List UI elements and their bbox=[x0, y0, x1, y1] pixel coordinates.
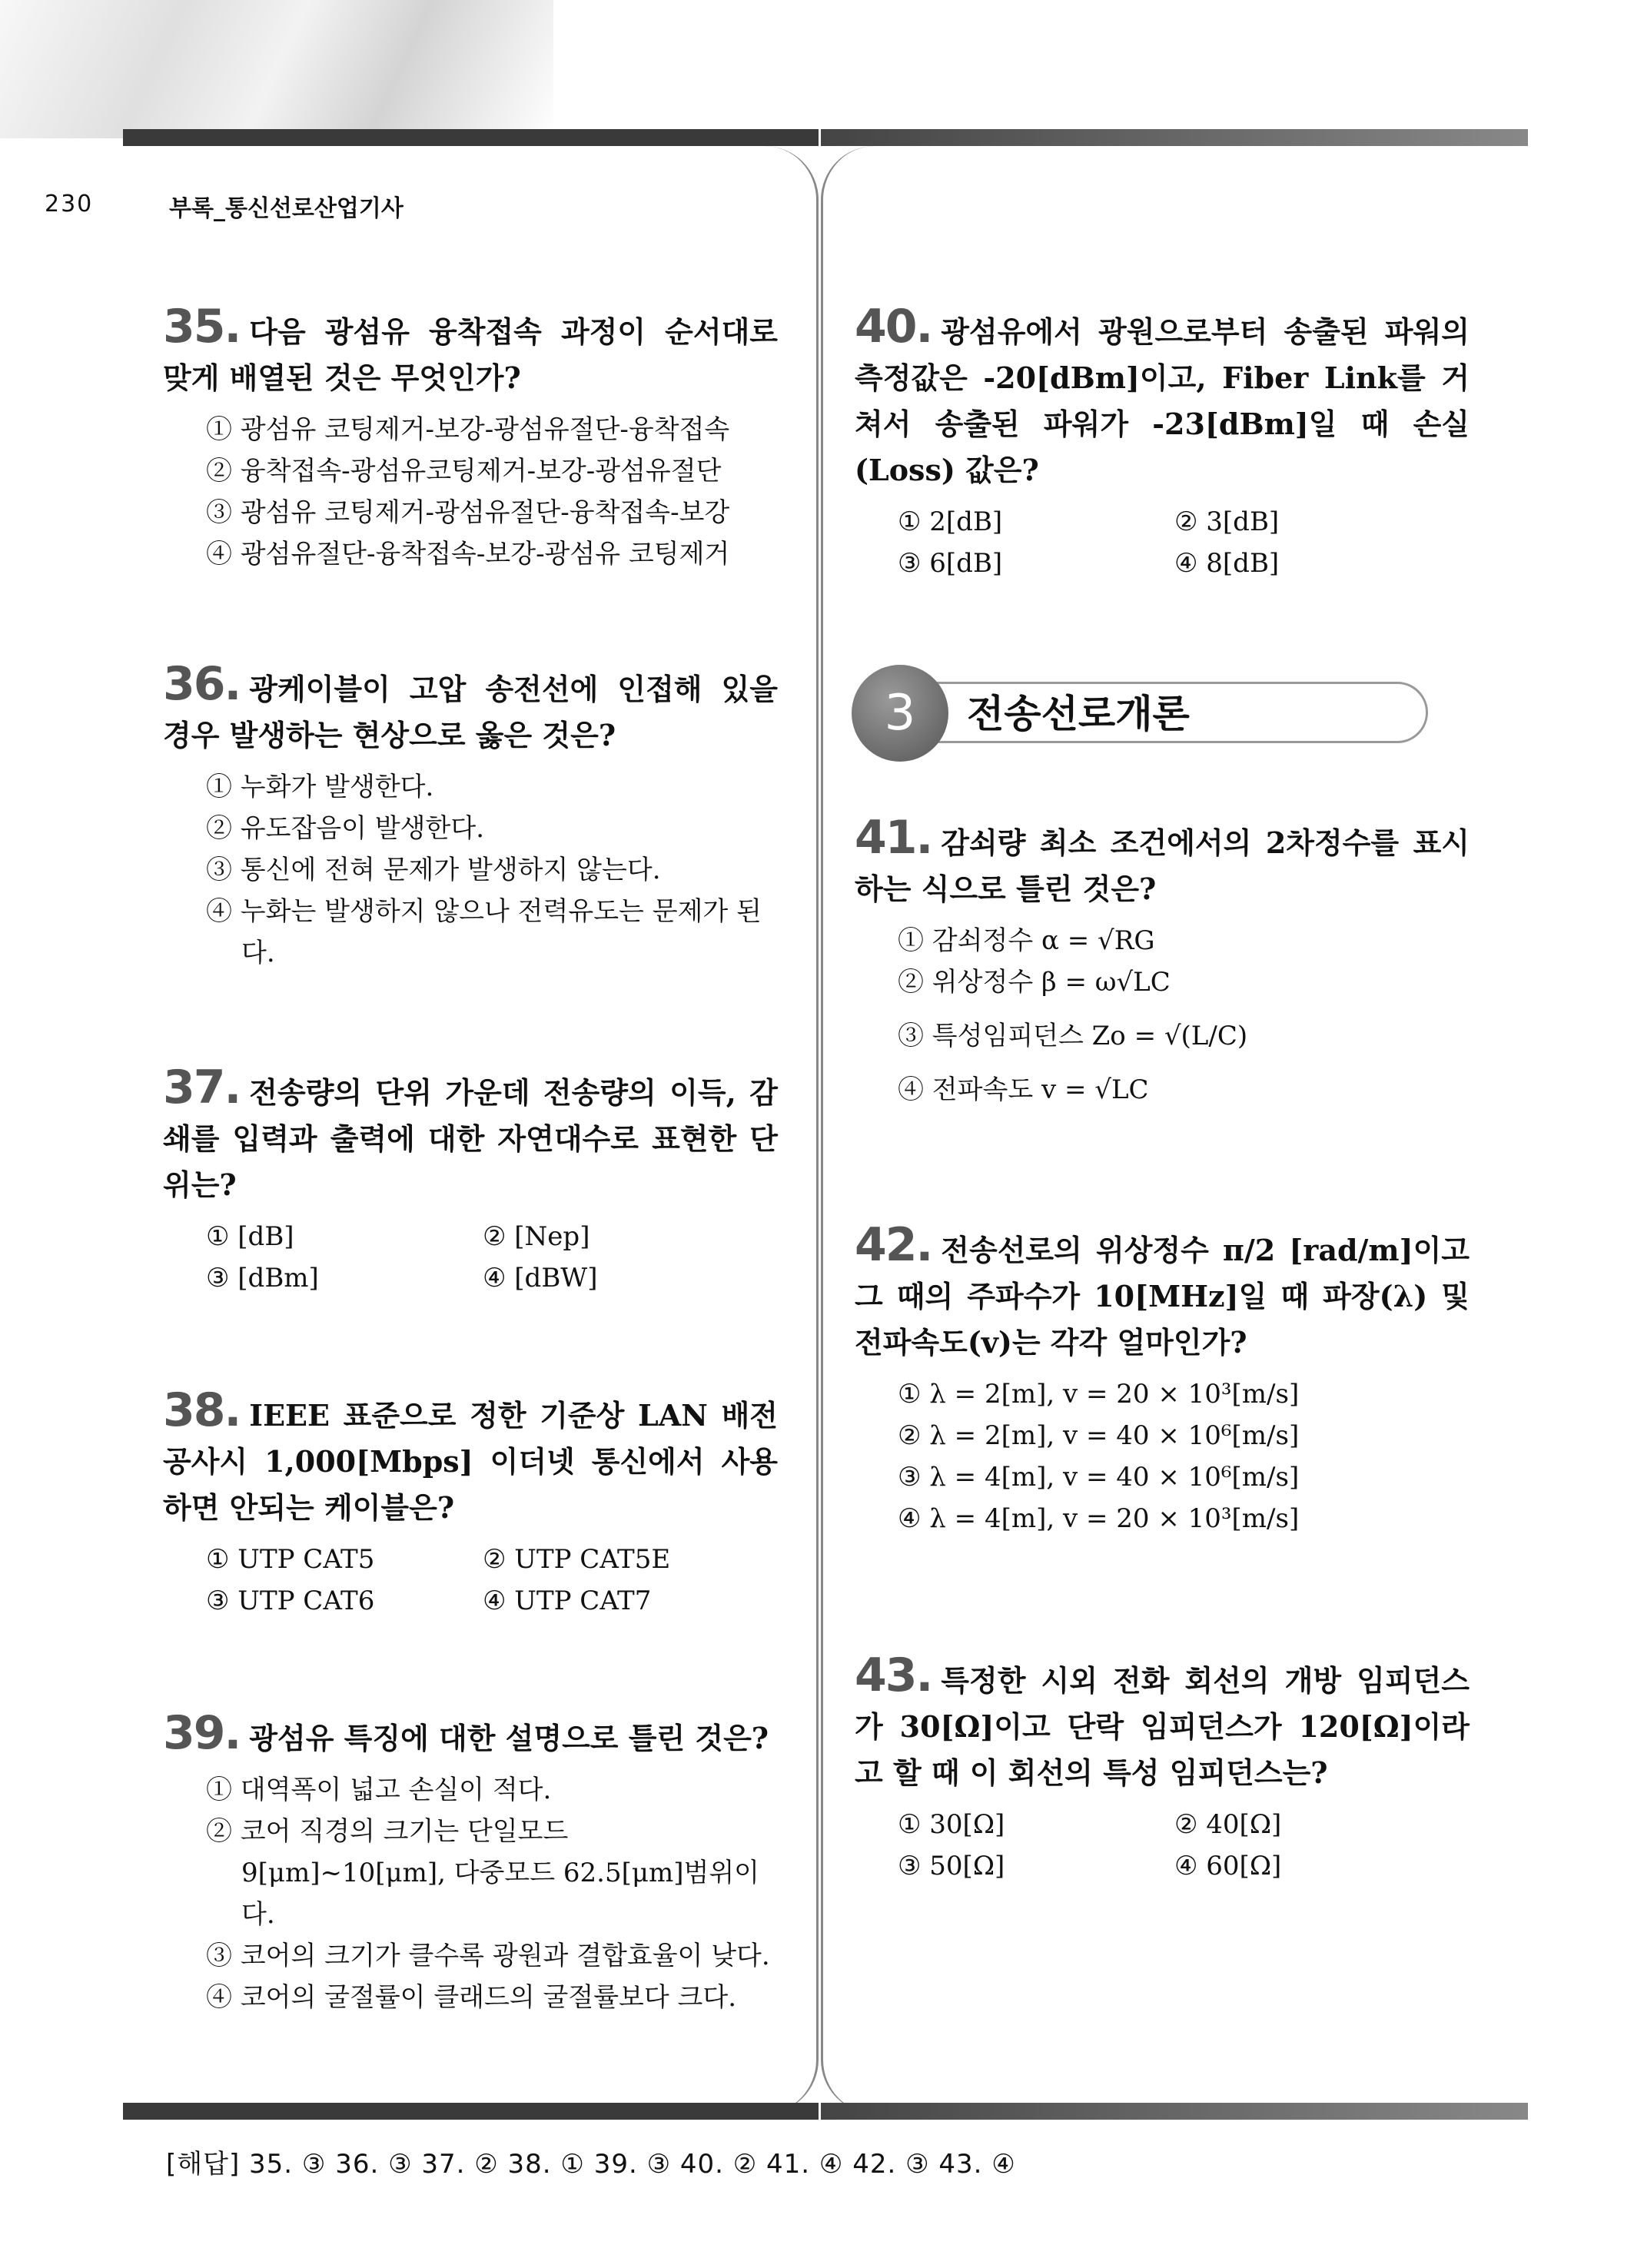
question-number: 35. bbox=[163, 300, 241, 354]
question-number: 38. bbox=[163, 1383, 241, 1437]
question-number: 42. bbox=[855, 1218, 932, 1272]
option-list bbox=[163, 409, 778, 575]
question-stem bbox=[855, 1218, 1470, 1366]
question-text: 전송선로의 위상정수 π/2 [rad/m]이고 그 때의 주파수가 10[MHz]일 때 파장(λ) 및 전파속도(v)는 각각 얼마인가? bbox=[855, 1233, 1470, 1360]
option: ① 광섬유 코팅제거-보강-광섬유절단-융착접속 bbox=[206, 414, 730, 445]
running-header: 부록_통신선로산업기사 bbox=[169, 195, 404, 222]
option: ② 유도잡음이 발생한다. bbox=[206, 813, 485, 844]
option: ④ λ = 4[m], v = 20 × 10³[m/s] bbox=[898, 1503, 1300, 1534]
option: ④ 누화는 발생하지 않으나 전력유도는 문제가 된다. bbox=[206, 896, 762, 968]
question-38 bbox=[163, 1383, 778, 1622]
question-stem bbox=[855, 811, 1470, 912]
question-number: 39. bbox=[163, 1706, 241, 1760]
option: ④ 광섬유절단-융착접속-보강-광섬유 코팅제거 bbox=[206, 539, 730, 569]
question-text: 광섬유 특징에 대한 설명으로 틀린 것은? bbox=[249, 1721, 769, 1755]
question-stem bbox=[855, 1649, 1470, 1796]
question-number: 43. bbox=[855, 1649, 932, 1702]
answer-key: [해답] 35. ③ 36. ③ 37. ② 38. ① 39. ③ 40. ② 41. ④ 42. ③ 43. ④ bbox=[166, 2149, 1016, 2180]
option-list bbox=[855, 501, 1470, 584]
section-title: 전송선로개론 bbox=[967, 692, 1190, 736]
question-stem bbox=[163, 300, 778, 401]
question-number: 37. bbox=[163, 1061, 241, 1114]
section-banner bbox=[852, 665, 1436, 765]
question-36 bbox=[163, 657, 778, 974]
option: ④ UTP CAT7 bbox=[483, 1586, 652, 1616]
option: ③ 광섬유 코팅제거-광섬유절단-융착접속-보강 bbox=[206, 497, 730, 528]
page-number: 230 bbox=[45, 191, 94, 218]
question-39 bbox=[163, 1706, 778, 2018]
option-list bbox=[855, 920, 1470, 1111]
question-text: 광섬유에서 광원으로부터 송출된 파워의 측정값은 -20[dBm]이고, Fiber Link를 거쳐서 송출된 파워가 -23[dBm]일 때 손실(Loss) 값은? bbox=[855, 314, 1470, 487]
question-number: 36. bbox=[163, 657, 241, 711]
question-42 bbox=[855, 1218, 1470, 1539]
option: ① λ = 2[m], v = 20 × 10³[m/s] bbox=[898, 1379, 1300, 1410]
question-35 bbox=[163, 300, 778, 575]
section-number: 3 bbox=[852, 665, 948, 762]
option: ② 위상정수 β = ω√LC bbox=[898, 967, 1171, 998]
bottom-rule-right bbox=[821, 2103, 1528, 2120]
question-37 bbox=[163, 1061, 778, 1299]
question-text: 다음 광섬유 융착접속 과정이 순서대로 맞게 배열된 것은 무엇인가? bbox=[163, 314, 778, 395]
option: ① 2[dB] bbox=[898, 506, 1003, 537]
option-list bbox=[163, 766, 778, 974]
option: ④ 코어의 굴절률이 클래드의 굴절률보다 크다. bbox=[206, 1982, 737, 2013]
option: ① [dB] bbox=[206, 1221, 294, 1252]
question-text: 광케이블이 고압 송전선에 인접해 있을 경우 발생하는 현상으로 옳은 것은? bbox=[163, 672, 778, 752]
option: ④ 8[dB] bbox=[1174, 548, 1280, 579]
question-43 bbox=[855, 1649, 1470, 1887]
option-list bbox=[163, 1769, 778, 2018]
option: ③ 코어의 크기가 클수록 광원과 결합효율이 낮다. bbox=[206, 1941, 770, 1971]
question-number: 41. bbox=[855, 811, 932, 865]
option-list bbox=[855, 1373, 1470, 1539]
option: ② 융착접속-광섬유코팅제거-보강-광섬유절단 bbox=[206, 456, 722, 486]
question-stem bbox=[855, 300, 1470, 493]
option: ② 코어 직경의 크기는 단일모드 9[μm]~10[μm], 다중모드 62.5[μm]범위이다. bbox=[206, 1816, 760, 1930]
option: ③ λ = 4[m], v = 40 × 10⁶[m/s] bbox=[898, 1462, 1300, 1493]
option: ② λ = 2[m], v = 40 × 10⁶[m/s] bbox=[898, 1420, 1300, 1451]
option: ① 대역폭이 넓고 손실이 적다. bbox=[206, 1775, 552, 1805]
option: ③ 6[dB] bbox=[898, 548, 1003, 579]
option: ① 30[Ω] bbox=[898, 1809, 1005, 1840]
bottom-rule-left bbox=[123, 2103, 819, 2120]
top-rule-left bbox=[123, 129, 819, 146]
option: ④ [dBW] bbox=[483, 1263, 598, 1293]
option: ① 감쇠정수 α = √RG bbox=[898, 925, 1155, 956]
option: ② [Nep] bbox=[483, 1221, 590, 1252]
option: ③ 통신에 전혀 문제가 발생하지 않는다. bbox=[206, 855, 661, 885]
top-rule-right bbox=[821, 129, 1528, 146]
option: ② UTP CAT5E bbox=[483, 1544, 671, 1575]
option: ④ 60[Ω] bbox=[1174, 1851, 1282, 1881]
option: ④ 전파속도 v = √LC bbox=[898, 1074, 1149, 1105]
question-number: 40. bbox=[855, 300, 932, 354]
option: ① 누화가 발생한다. bbox=[206, 772, 434, 802]
question-40 bbox=[855, 300, 1470, 584]
option: ② 3[dB] bbox=[1174, 506, 1280, 537]
question-stem bbox=[163, 1706, 778, 1762]
question-41 bbox=[855, 811, 1470, 1111]
option: ① UTP CAT5 bbox=[206, 1544, 375, 1575]
question-text: 감쇠량 최소 조건에서의 2차정수를 표시하는 식으로 틀린 것은? bbox=[855, 825, 1470, 906]
option-list bbox=[163, 1216, 778, 1299]
question-stem bbox=[163, 1061, 778, 1208]
question-stem bbox=[163, 657, 778, 759]
option: ② 40[Ω] bbox=[1174, 1809, 1282, 1840]
option-list bbox=[163, 1539, 778, 1622]
question-stem bbox=[163, 1383, 778, 1531]
option: ③ 50[Ω] bbox=[898, 1851, 1005, 1881]
header-decoration bbox=[0, 0, 553, 138]
option: ③ 특성임피던스 Zo = √(L/C) bbox=[898, 1021, 1248, 1051]
option: ③ [dBm] bbox=[206, 1263, 319, 1293]
question-text: IEEE 표준으로 정한 기준상 LAN 배전공사시 1,000[Mbps] 이더넷 통신에서 사용하면 안되는 케이블은? bbox=[163, 1398, 778, 1525]
question-text: 전송량의 단위 가운데 전송량의 이득, 감쇄를 입력과 출력에 대한 자연대수로 표현한 단위는? bbox=[163, 1075, 778, 1202]
option-list bbox=[855, 1804, 1470, 1887]
question-text: 특정한 시외 전화 회선의 개방 임피던스가 30[Ω]이고 단락 임피던스가 120[Ω]이라고 할 때 이 회선의 특성 임피던스는? bbox=[855, 1663, 1470, 1790]
option: ③ UTP CAT6 bbox=[206, 1586, 375, 1616]
